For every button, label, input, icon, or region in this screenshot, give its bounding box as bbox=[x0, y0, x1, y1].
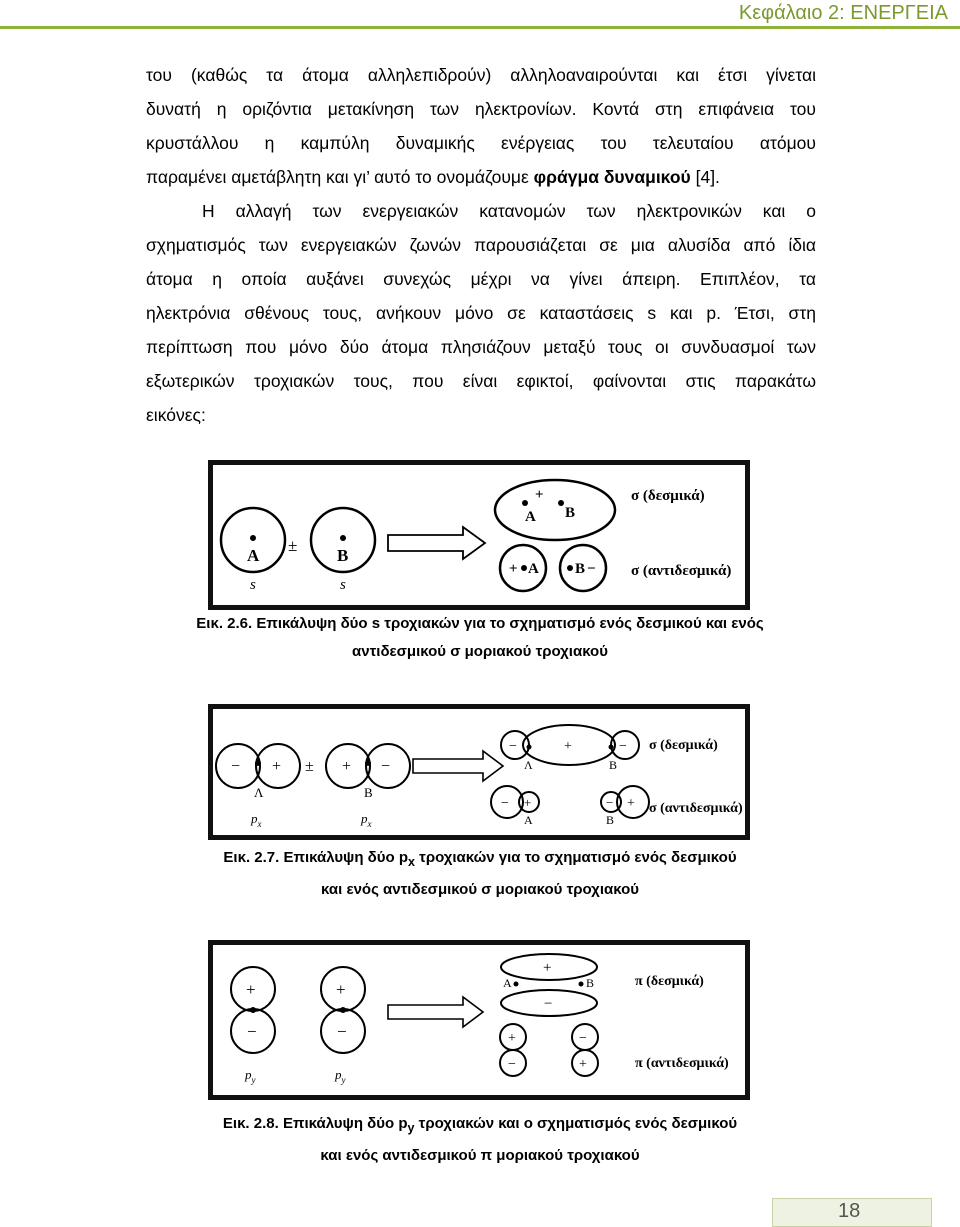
atom-label-a: A bbox=[524, 813, 533, 827]
antibonding-label: π (αντιδεσμικά) bbox=[635, 1056, 729, 1071]
running-header bbox=[739, 2, 948, 25]
page-number: 18 bbox=[838, 1200, 861, 1222]
nucleus bbox=[365, 760, 371, 766]
caption-line: και ενός αντιδεσμικού σ μοριακού τροχιακού bbox=[321, 881, 639, 898]
nucleus bbox=[340, 1007, 346, 1013]
atom-label-b: B bbox=[364, 785, 373, 800]
atom-label-b: B bbox=[575, 561, 586, 577]
atom-label-lambda: Λ bbox=[254, 785, 264, 800]
header-rule bbox=[0, 26, 960, 29]
orbital-label bbox=[334, 1067, 346, 1085]
minus-sign: − bbox=[337, 1022, 347, 1041]
text-line: δυνατή η οριζόντια μετακίνηση των ηλεκτρονίων. Κοντά στη επιφάνεια του bbox=[146, 99, 816, 119]
text-run: παραμένει αμετάβλητη και γι’ αυτό το ονομάζουμε bbox=[146, 167, 534, 187]
plus-sign: + bbox=[535, 487, 544, 503]
orbital-subscript: x bbox=[257, 819, 262, 829]
antibonding-label: σ (αντιδεσμικά) bbox=[649, 801, 743, 816]
plus-sign: + bbox=[272, 758, 282, 775]
nucleus bbox=[567, 565, 573, 571]
bonding-label: π (δεσμικά) bbox=[635, 974, 704, 989]
plus-minus-sign: ± bbox=[288, 536, 298, 555]
text-line: κρυστάλλου η καμπύλη δυναμικής ενέργειας του τελευταίου ατόμου bbox=[146, 133, 816, 153]
atom-label-a: A bbox=[528, 561, 539, 577]
minus-sign: − bbox=[381, 758, 391, 775]
atom-label-a: A bbox=[247, 546, 260, 565]
caption-subscript: y bbox=[407, 1121, 415, 1135]
caption-text: τροχιακών και ο σχηματισμός ενός δεσμικού bbox=[414, 1115, 738, 1132]
atom-label-b: B bbox=[565, 505, 576, 521]
plus-sign: + bbox=[524, 795, 532, 810]
orbital-letter: p bbox=[245, 1067, 252, 1082]
paragraph-2 bbox=[146, 194, 816, 432]
minus-sign: − bbox=[501, 796, 509, 811]
s-orbital-diagram bbox=[213, 465, 745, 605]
caption-line bbox=[150, 1110, 810, 1142]
text-line: εικόνες: bbox=[146, 405, 206, 425]
caption-text: τροχιακών για το σχηματισμό ενός δεσμικού bbox=[414, 849, 737, 866]
orbital-subscript: y bbox=[341, 1075, 346, 1085]
minus-sign: − bbox=[509, 739, 517, 754]
caption-text: Εικ. 2.8. Επικάλυψη δύο p bbox=[222, 1115, 408, 1132]
orbital-label-s: s bbox=[340, 577, 346, 593]
orbital-letter: p bbox=[361, 811, 368, 826]
arrow-icon bbox=[388, 997, 483, 1027]
caption-line bbox=[150, 844, 810, 876]
minus-sign: − bbox=[508, 1057, 516, 1072]
orbital-label-s: s bbox=[250, 577, 256, 593]
figure-2-6 bbox=[208, 460, 750, 610]
minus-sign: − bbox=[247, 1022, 257, 1041]
bonding-ellipse bbox=[495, 480, 615, 540]
minus-sign: − bbox=[579, 1031, 587, 1046]
figure-2-6-caption bbox=[150, 610, 810, 666]
figure-2-8 bbox=[208, 940, 750, 1100]
bonding-label: σ (δεσμικά) bbox=[631, 488, 705, 504]
nucleus bbox=[522, 500, 528, 506]
orbital-subscript: y bbox=[251, 1075, 256, 1085]
text-line: εξωτερικών τροχιακών τους, που είναι εφικτοί, φαίνονται στις παρακάτω bbox=[146, 371, 816, 391]
py-orbital-diagram bbox=[213, 945, 745, 1095]
text-line: άτομα η οποία αυξάνει συνεχώς μέχρι να γίνει άπειρη. Επιπλέον, τα bbox=[146, 269, 816, 289]
orbital-label bbox=[250, 811, 262, 829]
nucleus-b bbox=[340, 535, 346, 541]
plus-sign: + bbox=[246, 980, 256, 999]
figure-2-7 bbox=[208, 704, 750, 840]
atom-label-b: B bbox=[606, 813, 615, 827]
atom-label-lambda: Λ bbox=[524, 758, 533, 772]
minus-sign: − bbox=[544, 996, 553, 1012]
plus-sign: + bbox=[336, 980, 346, 999]
orbital-letter: p bbox=[335, 1067, 342, 1082]
figure-2-8-caption bbox=[150, 1110, 810, 1170]
plus-minus-sign: ± bbox=[305, 758, 314, 775]
atom-label-b: B bbox=[586, 976, 595, 990]
arrow-icon bbox=[388, 527, 485, 559]
atom-label-b: B bbox=[337, 546, 349, 565]
nucleus bbox=[609, 745, 614, 750]
nucleus-a bbox=[250, 535, 256, 541]
plus-sign: + bbox=[342, 758, 352, 775]
text-line: ηλεκτρόνια σθένους τους, ανήκουν μόνο σε καταστάσεις s και p. Έτσι, στη bbox=[146, 303, 816, 323]
figure-2-7-caption bbox=[150, 844, 810, 904]
plus-sign: + bbox=[508, 1031, 516, 1046]
atom-label-a: A bbox=[525, 509, 536, 525]
text-line: του (καθώς τα άτομα αλληλεπιδρούν) αλληλοαναιρούνται και έτσι γίνεται bbox=[146, 65, 816, 85]
text-line: Η αλλαγή των ενεργειακών κατανομών των ηλεκτρονικών και ο bbox=[202, 201, 816, 221]
minus-sign: − bbox=[587, 561, 596, 577]
nucleus bbox=[558, 500, 564, 506]
chapter-title: ΕΝΕΡΓΕΙΑ bbox=[850, 2, 948, 24]
orbital-label bbox=[360, 811, 372, 829]
arrow-icon bbox=[413, 751, 503, 781]
nucleus bbox=[521, 565, 527, 571]
plus-sign: + bbox=[509, 561, 518, 577]
orbital-letter: p bbox=[251, 811, 258, 826]
text-line bbox=[146, 160, 816, 194]
text-line: σχηματισμός των ενεργειακών ζωνών παρουσιάζεται σε μια αλυσίδα από ίδια bbox=[146, 235, 816, 255]
orbital-label bbox=[244, 1067, 256, 1085]
plus-sign: + bbox=[627, 796, 635, 811]
nucleus bbox=[527, 745, 532, 750]
reference: [4]. bbox=[690, 167, 720, 187]
nucleus bbox=[255, 760, 261, 766]
minus-sign: − bbox=[606, 795, 614, 810]
caption-line: και ενός αντιδεσμικού π μοριακού τροχιακού bbox=[320, 1147, 640, 1164]
chapter-label: Κεφάλαιο 2: bbox=[738, 2, 851, 24]
plus-sign: + bbox=[543, 960, 552, 976]
orbital-subscript: x bbox=[367, 819, 372, 829]
bold-term: φράγμα δυναμικού bbox=[533, 167, 691, 187]
plus-sign: + bbox=[579, 1057, 587, 1072]
minus-sign: − bbox=[619, 739, 627, 754]
caption-line: αντιδεσμικού σ μοριακού τροχιακού bbox=[352, 643, 608, 660]
caption-line: Εικ. 2.6. Επικάλυψη δύο s τροχιακών για το σχηματισμό ενός δεσμικού και ενός bbox=[196, 615, 764, 632]
atom-label-a: A bbox=[503, 976, 512, 990]
antibonding-label: σ (αντιδεσμικά) bbox=[631, 563, 732, 579]
nucleus bbox=[250, 1007, 256, 1013]
text-line: περίπτωση που μόνο δύο άτομα πλησιάζουν μεταξύ τους οι συνδυασμοί των bbox=[146, 337, 816, 357]
px-orbital-diagram bbox=[213, 709, 745, 835]
nucleus bbox=[579, 982, 584, 987]
atom-label-b: B bbox=[609, 758, 618, 772]
caption-subscript: x bbox=[408, 855, 415, 869]
plus-sign: + bbox=[564, 739, 572, 754]
bonding-label: σ (δεσμικά) bbox=[649, 738, 718, 753]
minus-sign: − bbox=[231, 758, 241, 775]
nucleus bbox=[514, 982, 519, 987]
caption-text: Εικ. 2.7. Επικάλυψη δύο p bbox=[223, 849, 409, 866]
paragraph-1 bbox=[146, 58, 816, 194]
